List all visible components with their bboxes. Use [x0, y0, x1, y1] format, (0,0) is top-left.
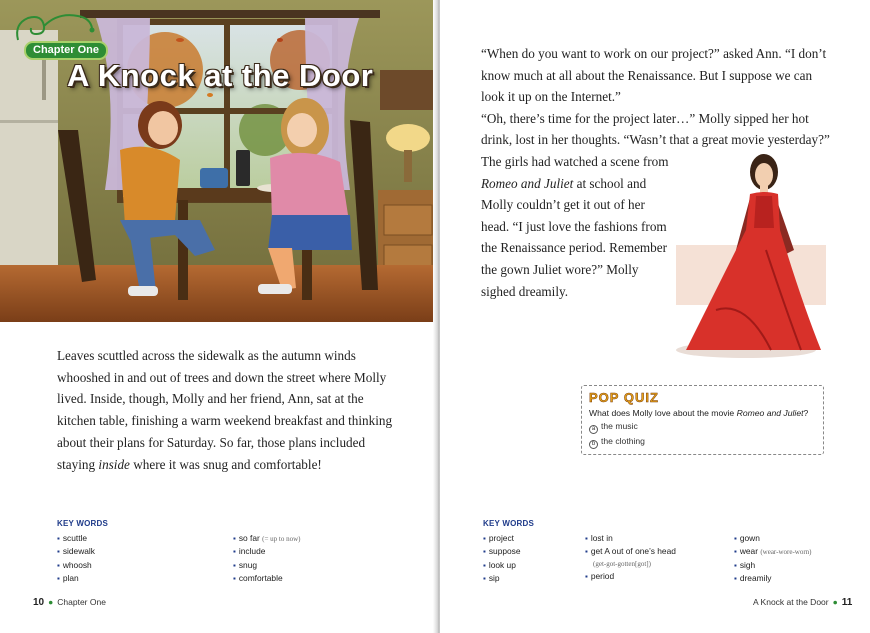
quiz-option-b[interactable]: b the clothing: [589, 435, 816, 449]
keyword: ▪ get A out of one’s head: [585, 545, 676, 558]
paragraph: “When do you want to work on our project?” asked Ann. “I don’t know much at all about the Renaissance. But I suppose we can look it up on the Internet.”: [481, 46, 827, 105]
keywords-column-2: [233, 532, 301, 585]
keyword: ▪ snug: [233, 559, 301, 572]
page-number-right: 11: [841, 597, 853, 608]
keywords-column-1: [57, 532, 95, 585]
keyword: ▪ whoosh: [57, 559, 95, 572]
chapter-title: A Knock at the Door: [67, 58, 374, 93]
keywords-heading: KEY WORDS: [483, 519, 534, 528]
keyword: ▪ include: [233, 545, 301, 558]
keyword: ▪ sidewalk: [57, 545, 95, 558]
pop-quiz-title: POP QUIZ: [589, 390, 659, 405]
keywords-column-1: [483, 532, 521, 585]
keyword: ▪ gown: [734, 532, 812, 545]
pop-quiz-box: [581, 385, 824, 455]
keyword: ▪ sigh: [734, 559, 812, 572]
keyword: ▪ wear (wear-wore-worn): [734, 545, 812, 558]
story-paragraph: [57, 345, 402, 475]
right-footer: [753, 597, 852, 608]
pop-quiz-question: What does Molly love about the movie Romeo and Juliet?: [589, 408, 809, 418]
chapter-banner: Chapter One: [24, 41, 108, 60]
footer-label-left: Chapter One: [57, 597, 106, 607]
wrap-paragraph: The girls had watched a scene from Romeo and Juliet at school and Molly couldn’t get it out of her head. “I just love the fashions from the Renaissance period. Remember the gown Juliet wore?” Molly sighed dreamily.: [481, 153, 669, 299]
paragraph: “Oh, there’s time for the project later…” Molly sipped her hot drink, lost in her thoughts. “Wasn’t that a great movie yesterday?”: [481, 110, 830, 148]
keywords-column-3: [734, 532, 812, 585]
juliet-illustration: [676, 150, 826, 360]
quiz-option-a[interactable]: a the music: [589, 420, 816, 434]
left-footer: [33, 597, 106, 608]
keyword: ▪ so far (= up to now): [233, 532, 301, 545]
keyword: ▪ sip: [483, 572, 521, 585]
option-b-marker: b: [589, 440, 598, 449]
page-number-left: 10: [33, 597, 45, 608]
keyword: ▪ scuttle: [57, 532, 95, 545]
keyword: ▪ look up: [483, 559, 521, 572]
keywords-heading: KEY WORDS: [57, 519, 108, 528]
story-emphasis: inside: [98, 456, 130, 472]
keyword: ▪ comfortable: [233, 572, 301, 585]
keyword: ▪ lost in: [585, 532, 676, 545]
story-text-part1: Leaves scuttled across the sidewalk as the autumn winds whooshed in and out of trees and down the street where Molly lived. Inside, though, Molly and her friend, Ann, sat at the kitchen table, finishing a warm weekend breakfast and thinking about their plans for Saturday. So far, those plans included staying: [57, 348, 393, 472]
footer-dot: ●: [48, 597, 54, 607]
footer-label-right: A Knock at the Door: [753, 597, 829, 607]
keyword: ▪ plan: [57, 572, 95, 585]
option-a-marker: a: [589, 425, 598, 434]
keyword: ▪ project: [483, 532, 521, 545]
kitchen-illustration: [0, 0, 437, 322]
keyword-note: (wear-wore-worn): [760, 548, 812, 557]
keyword-note: (get-got-gotten[got]): [593, 559, 651, 568]
keyword: ▪ suppose: [483, 545, 521, 558]
right-page: [440, 0, 870, 633]
movie-title: Romeo and Juliet: [481, 175, 574, 191]
keyword: ▪ dreamily: [734, 572, 812, 585]
footer-dot: ●: [832, 597, 838, 607]
story-text-part2: where it was snug and comfortable!: [129, 456, 322, 472]
keyword-note: (= up to now): [262, 535, 301, 543]
keyword: ▪ period: [585, 570, 676, 583]
keywords-column-2: [585, 532, 676, 583]
